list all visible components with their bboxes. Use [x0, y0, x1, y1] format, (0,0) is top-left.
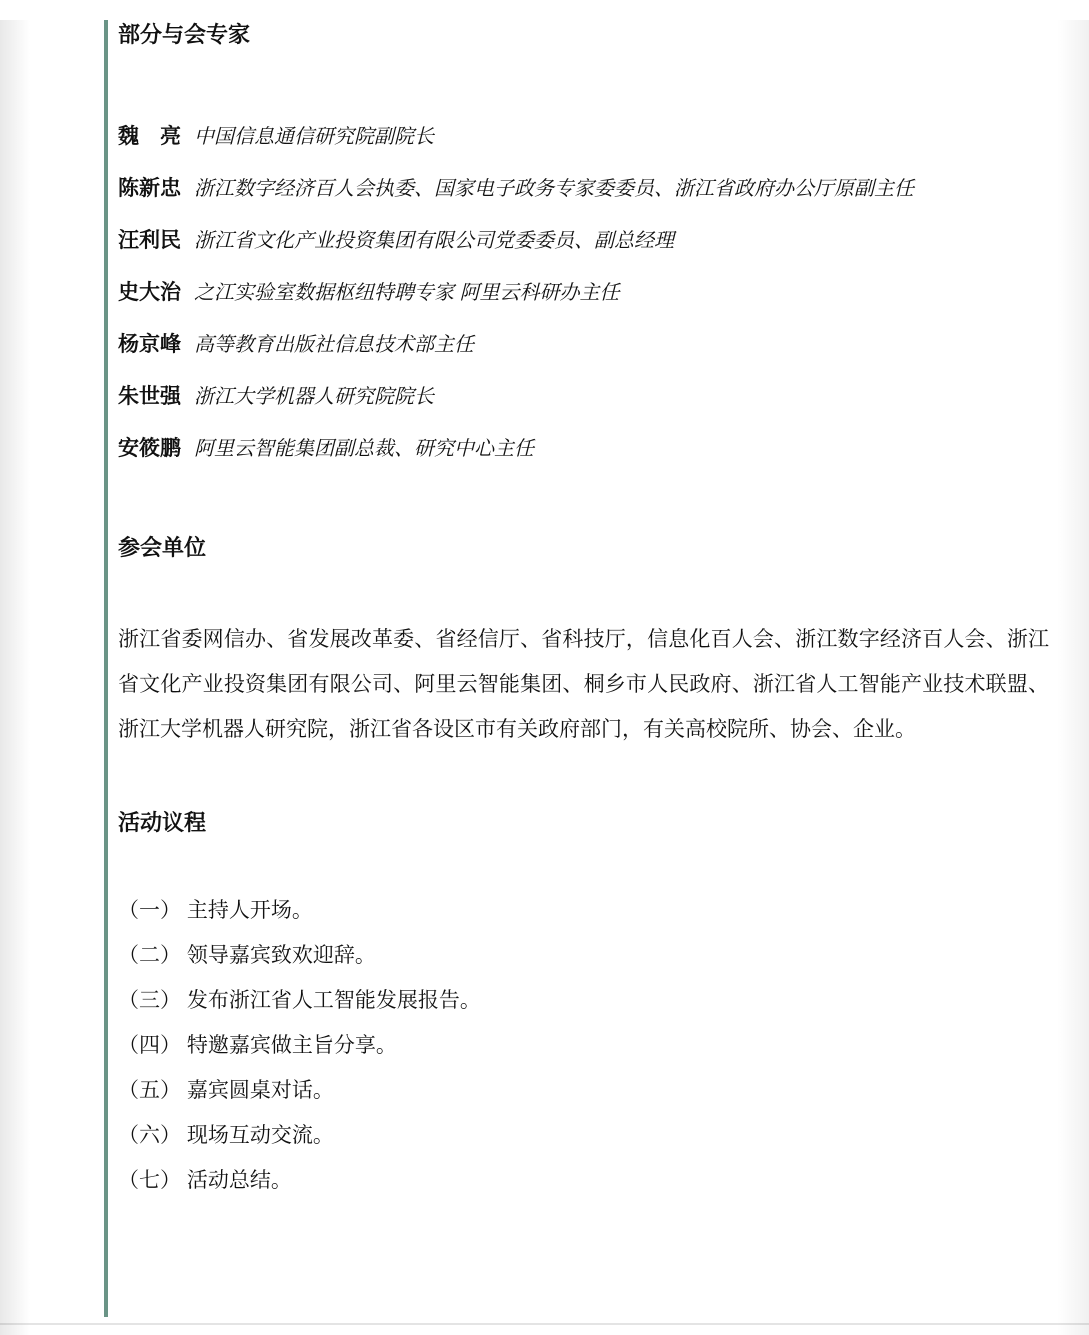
page-edge-shadow-right [1057, 20, 1089, 1335]
expert-name: 陈新忠 [118, 177, 181, 200]
agenda-item: （六） 现场互动交流。 [118, 1124, 334, 1147]
expert-row [118, 371, 1049, 423]
expert-row [118, 215, 1049, 267]
participants-heading: 参会单位 [118, 535, 207, 560]
page-edge-shadow-left [0, 20, 30, 1335]
agenda-item: （四） 特邀嘉宾做主旨分享。 [118, 1034, 397, 1057]
expert-name: 杨京峰 [118, 333, 181, 356]
expert-title: 浙江数字经济百人会执委、国家电子政务专家委委员、浙江省政府办公厅原副主任 [194, 178, 914, 200]
expert-title: 中国信息通信研究院副院长 [194, 126, 434, 148]
expert-name: 朱世强 [118, 385, 181, 408]
agenda-item: （一） 主持人开场。 [118, 899, 313, 922]
experts-heading: 部分与会专家 [118, 22, 251, 47]
agenda-item: （三） 发布浙江省人工智能发展报告。 [118, 989, 481, 1012]
expert-row [118, 423, 1049, 475]
expert-row [118, 111, 1049, 163]
expert-name: 汪利民 [118, 229, 181, 252]
agenda-list [118, 888, 1049, 1203]
participants-paragraph: 浙江省委网信办、省发展改革委、省经信厅、省科技厅，信息化百人会、浙江数字经济百人会、浙江省文化产业投资集团有限公司、阿里云智能集团、桐乡市人民政府、浙江省人工智能产业技术联盟、浙江大学机器人研究院，浙江省各设区市有关政府部门，有关高校院所、协会、企业。 [118, 628, 1049, 741]
expert-row [118, 163, 1049, 215]
expert-row [118, 267, 1049, 319]
expert-title: 高等教育出版社信息技术部主任 [194, 334, 474, 356]
agenda-item: （二） 领导嘉宾致欢迎辞。 [118, 944, 376, 967]
expert-row [118, 319, 1049, 371]
expert-name: 魏 亮 [118, 125, 181, 148]
agenda-item: （五） 嘉宾圆桌对话。 [118, 1079, 334, 1102]
expert-name: 安筱鹏 [118, 437, 181, 460]
expert-title: 浙江省文化产业投资集团有限公司党委委员、副总经理 [194, 230, 674, 252]
expert-title: 之江实验室数据枢纽特聘专家 阿里云科研办主任 [194, 282, 620, 304]
expert-name: 史大治 [118, 281, 181, 304]
article-content [104, 20, 1049, 1317]
expert-title: 阿里云智能集团副总裁、研究中心主任 [194, 438, 534, 460]
bottom-divider [0, 1323, 1089, 1325]
agenda-item: （七） 活动总结。 [118, 1169, 292, 1192]
agenda-heading: 活动议程 [118, 810, 207, 835]
experts-list [118, 111, 1049, 475]
expert-title: 浙江大学机器人研究院院长 [194, 386, 434, 408]
